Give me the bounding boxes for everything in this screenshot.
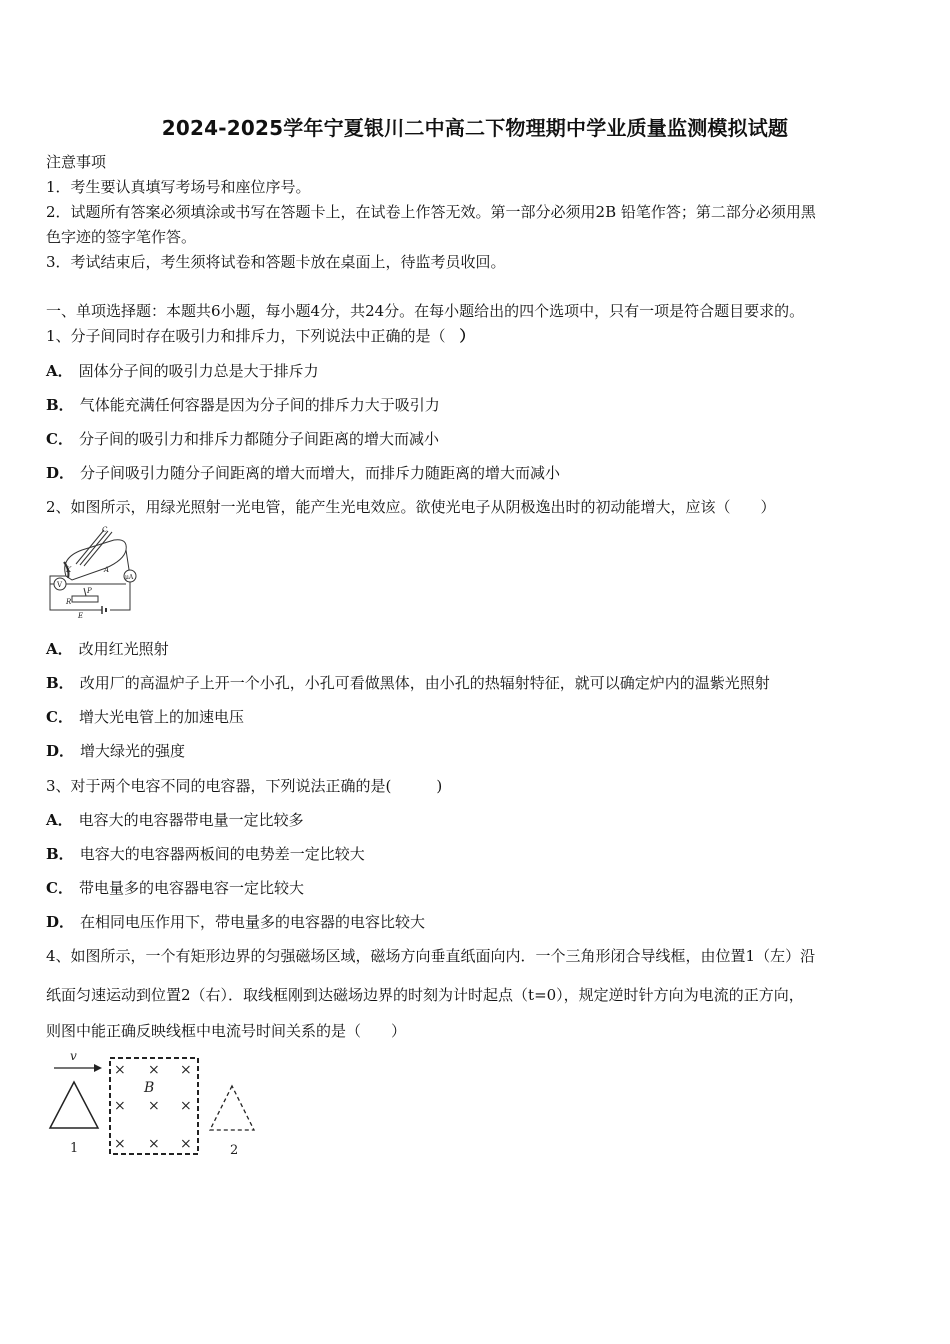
option-letter: C． [46,430,73,448]
option-text: 电容大的电容器两板间的电势差一定比较大 [79,845,365,863]
label-r: R [66,598,72,606]
question-1-option-a [46,361,319,381]
label-ua: μA [125,574,134,581]
question-4-stem-line-3: 则图中能正确反映线框中电流号时间关系的是（ ） [46,1022,407,1040]
option-text: 改用红光照射 [78,640,169,658]
label-p: P [87,587,92,595]
label-v: V [57,581,63,589]
question-3-option-a [46,810,304,830]
question-2-stem: 2、如图所示，用绿光照射一光电管，能产生光电效应。欲使光电子从阴极逸出时的初动能增大，应该（ ） [46,498,776,516]
triangle-frame-position-2 [210,1086,254,1130]
option-text: 增大光电管上的加速电压 [78,708,244,726]
position-2-label: 2 [230,1143,239,1158]
option-letter: B． [46,396,74,414]
option-text: 增大绿光的强度 [80,742,186,760]
rheostat-slider [84,588,86,596]
question-1-option-d [46,463,560,483]
option-text: 气体能充满任何容器是因为分子间的排斥力大于吸引力 [79,396,440,414]
option-text: 固体分子间的吸引力总是大于排斥力 [78,362,319,380]
question-1-option-b [46,395,440,415]
velocity-arrowhead [94,1064,102,1072]
option-letter: B． [46,845,74,863]
option-text: 在相同电压作用下，带电量多的电容器的电容比较大 [80,913,426,931]
question-1-stem-text: 1、分子间同时存在吸引力和排斥力，下列说法中正确的是（ [46,327,446,345]
option-text: 分子间吸引力随分子间距离的增大而增大，而排斥力随距离的增大而减小 [80,464,561,482]
option-letter: C． [46,708,73,726]
notice-item: 3．考试结束后，考生须将试卷和答题卡放在桌面上，待监考员收回。 [46,253,506,271]
label-c: C [102,526,108,534]
question-2-option-c [46,707,244,727]
question-3-option-d [46,912,425,932]
field-label-b: B [144,1080,155,1096]
velocity-label: v [70,1049,77,1063]
label-e: E [78,612,84,620]
option-text: 带电量多的电容器电容一定比较大 [78,879,304,897]
option-letter: C． [46,879,73,897]
question-2-option-b [46,673,770,693]
option-letter: A． [46,362,73,380]
question-3-stem: 3、对于两个电容不同的电容器，下列说法正确的是( ) [46,777,443,795]
rheostat [72,596,98,602]
field-cross: × [114,1136,126,1152]
light-ray [80,531,108,565]
field-cross: × [180,1136,192,1152]
question-3-option-b [46,844,365,864]
option-letter: A． [46,811,73,829]
triangle-frame-position-1 [50,1082,98,1128]
question-4-stem-line-2: 纸面匀速运动到位置2（右）．取线框刚到达磁场边界的时刻为计时起点（t=0），规定逆时针方向为电流的正方向， [46,986,804,1004]
page-title: 2024-2025学年宁夏银川二中高二下物理期中学业质量监测模拟试题 [161,116,789,140]
notice-item: 色字迹的签字笔作答。 [46,228,197,246]
label-a: A [104,566,110,574]
label-k: K [66,566,72,574]
question-1-stem-end: ） [459,327,475,345]
notice-item: 1．考生要认真填写考场号和座位序号。 [46,178,311,196]
field-cross: × [180,1098,192,1114]
option-letter: D． [46,742,75,760]
option-letter: D． [46,913,75,931]
field-cross: × [114,1062,126,1078]
option-text: 电容大的电容器带电量一定比较多 [78,811,304,829]
field-cross: × [148,1098,160,1114]
question-1-option-c [46,429,439,449]
magnetic-field-diagram [44,1048,268,1160]
question-1-stem [46,326,475,346]
option-text: 改用厂的高温炉子上开一个小孔，小孔可看做黑体，由小孔的热辐射特征，就可以确定炉内的温紫光照射 [79,674,770,692]
photocell-circuit-diagram [42,524,142,620]
option-text: 分子间的吸引力和排斥力都随分子间距离的增大而减小 [78,430,439,448]
notice-heading: 注意事项 [46,153,107,171]
option-letter: A． [46,640,73,658]
question-4-stem-line-1: 4、如图所示，一个有矩形边界的匀强磁场区域，磁场方向垂直纸面向内．一个三角形闭合导线框，由位置1（左）沿 [46,947,816,965]
field-cross: × [114,1098,126,1114]
notice-item: 2．试题所有答案必须填涂或书写在答题卡上，在试卷上作答无效。第一部分必须用2B 铅笔作答；第二部分必须用黑 [46,203,816,221]
position-1-label: 1 [70,1141,79,1156]
question-2-option-d [46,741,185,761]
option-letter: B． [46,674,74,692]
section-heading: 一、单项选择题：本题共6小题，每小题4分，共24分。在每小题给出的四个选项中，只有一项是符合题目要求的。 [46,302,805,320]
question-2-option-a [46,639,169,659]
question-3-option-c [46,878,304,898]
field-cross: × [148,1062,160,1078]
field-cross: × [180,1062,192,1078]
field-cross: × [148,1136,160,1152]
option-letter: D． [46,464,75,482]
